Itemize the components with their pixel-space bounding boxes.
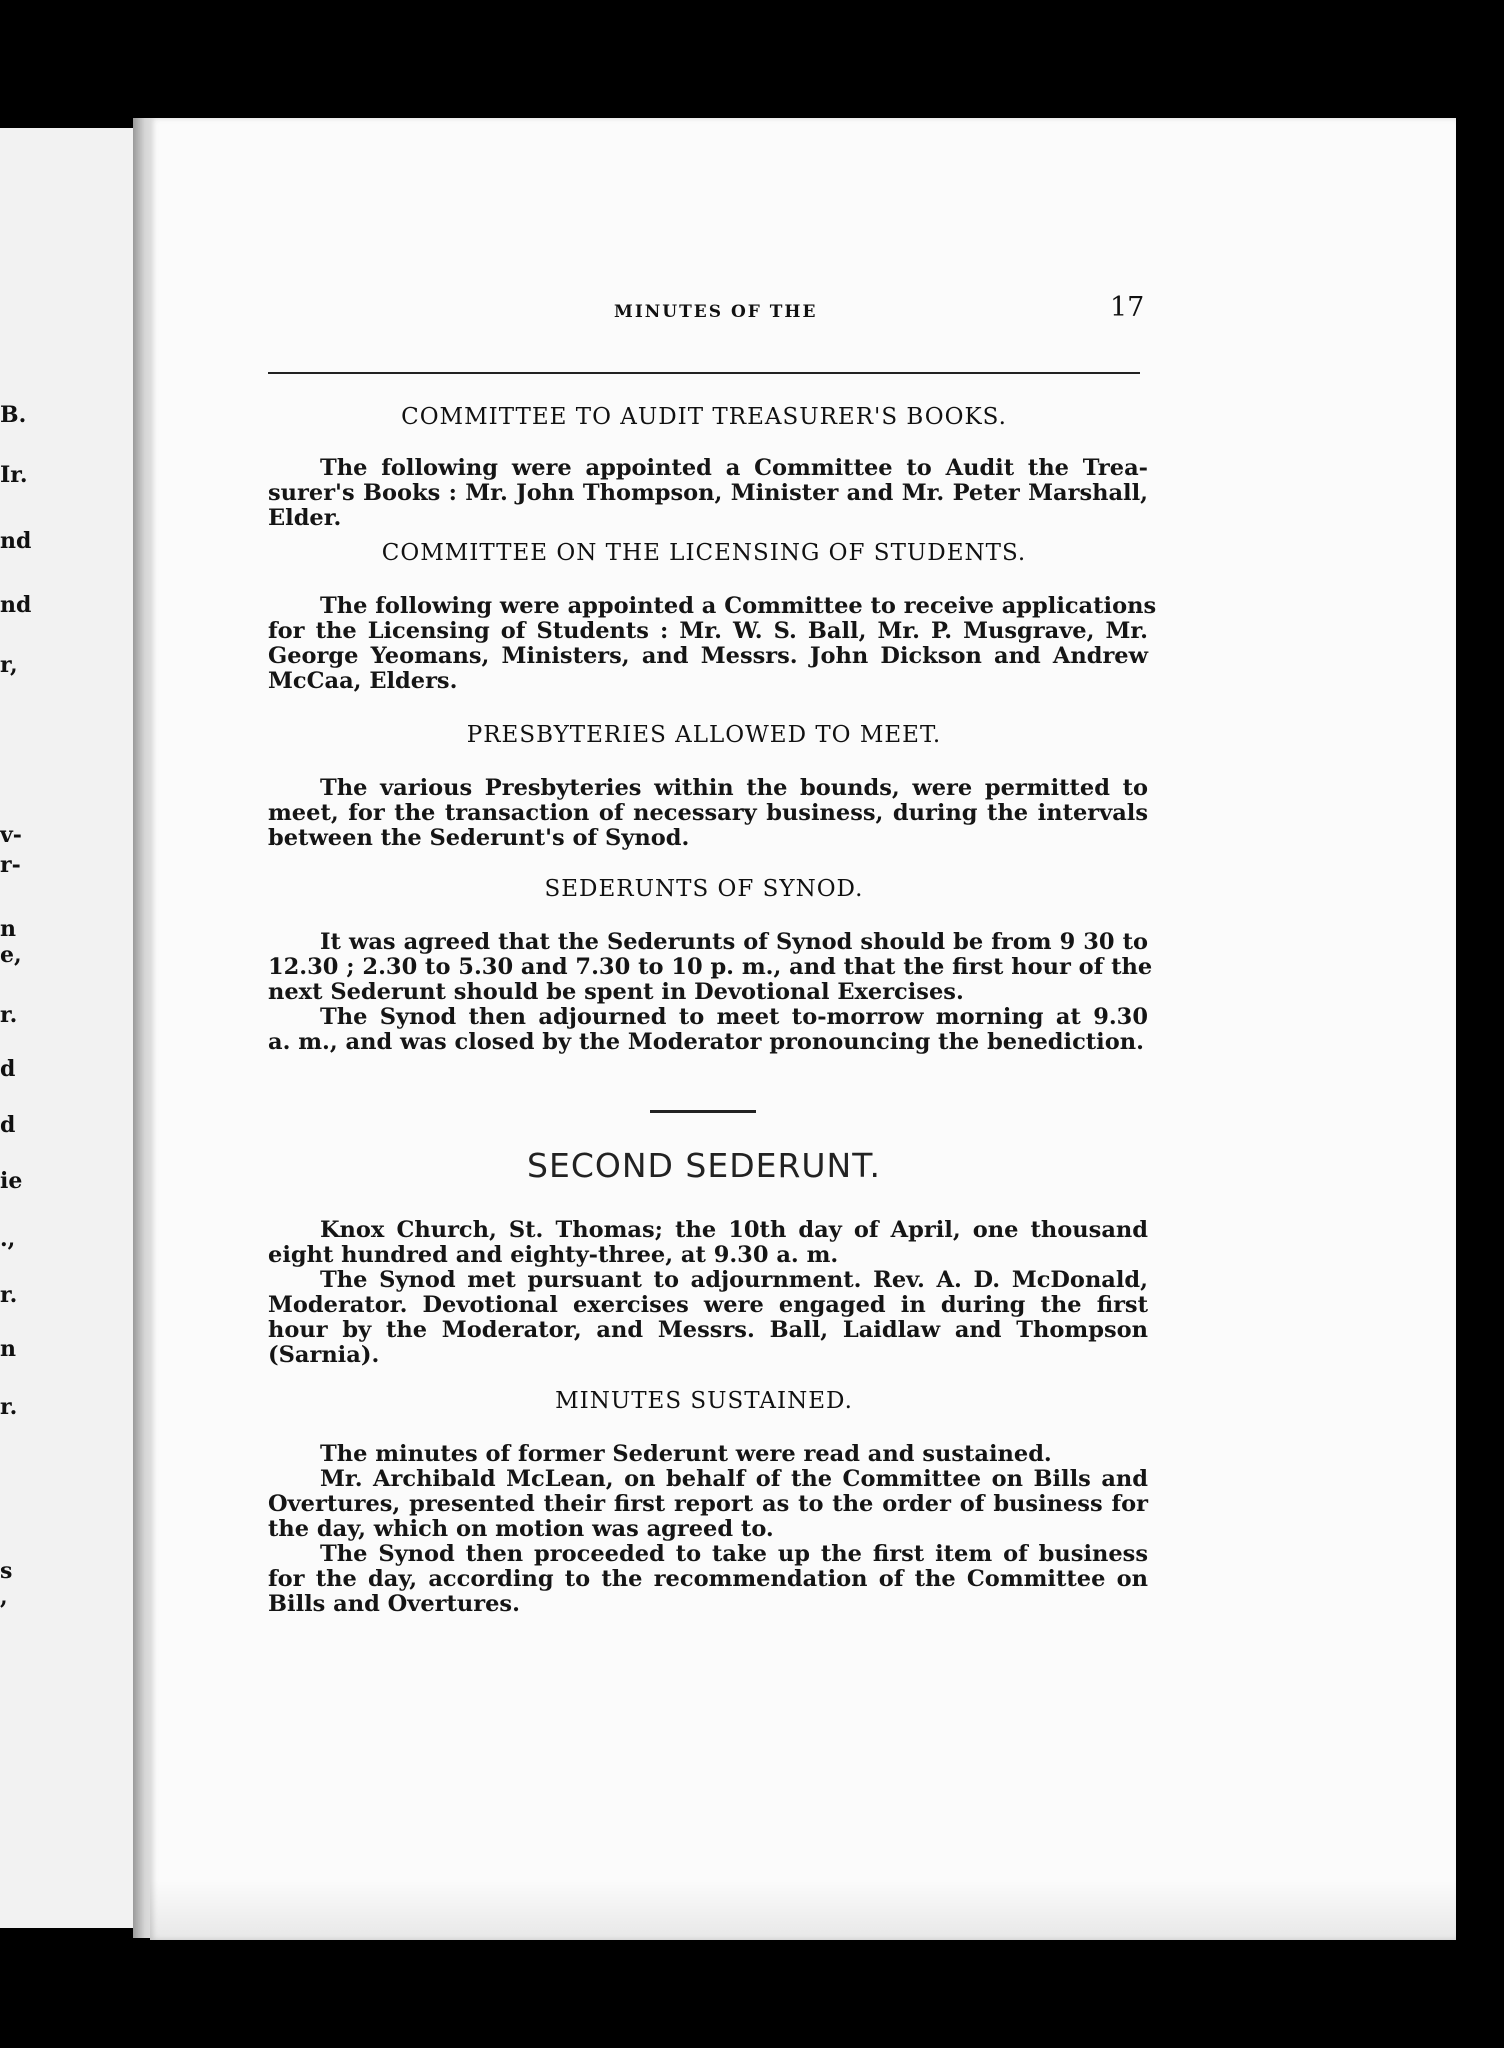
text-line: Moderator. Devotional exercises were engaged in during the first xyxy=(268,1292,1148,1318)
section-body-licensing xyxy=(268,593,1157,694)
edge-fragment: ie xyxy=(0,1168,23,1194)
edge-fragment: , xyxy=(0,1584,8,1610)
text-line: meet, for the transaction of necessary business, during the intervals xyxy=(268,800,1148,826)
text-line: Knox Church, St. Thomas; the 10th day of April, one thousand xyxy=(320,1217,1148,1243)
edge-fragment: n xyxy=(0,916,16,942)
text-line: McCaa, Elders. xyxy=(268,668,458,694)
section-heading-audit: COMMITTEE TO AUDIT TREASURER'S BOOKS. xyxy=(401,404,1007,430)
text-line: the day, which on motion was agreed to. xyxy=(268,1516,774,1542)
text-line: The Synod met pursuant to adjournment. Rev. A. D. McDonald, xyxy=(320,1267,1148,1293)
edge-fragment: d xyxy=(0,1112,16,1138)
text-line: The following were appointed a Committee to Audit the Trea- xyxy=(320,455,1148,481)
text-line: for the Licensing of Students : Mr. W. S. Ball, Mr. P. Musgrave, Mr. xyxy=(268,618,1148,644)
section-body-audit xyxy=(268,456,1148,531)
edge-fragment: r. xyxy=(0,1002,18,1028)
section-divider xyxy=(650,1110,756,1113)
edge-fragment: d xyxy=(0,1056,16,1082)
edge-fragment: n xyxy=(0,1336,16,1362)
section-heading-minutes-sustained: MINUTES SUSTAINED. xyxy=(555,1388,853,1414)
section-body-presbyteries xyxy=(268,776,1148,851)
text-line: The Synod then adjourned to meet to-morrow morning at 9.30 xyxy=(320,1004,1148,1030)
page-bottom-shadow xyxy=(150,1880,1456,1940)
section-heading-presbyteries: PRESBYTERIES ALLOWED TO MEET. xyxy=(466,722,942,748)
section-heading-licensing: COMMITTEE ON THE LICENSING OF STUDENTS. xyxy=(381,540,1027,566)
running-head: MINUTES OF THE xyxy=(614,302,818,322)
text-line: for the day, according to the recommendation of the Committee on xyxy=(268,1566,1148,1592)
left-page-edge xyxy=(0,128,140,1928)
text-line: It was agreed that the Sederunts of Synod should be from 9 30 to xyxy=(320,929,1148,955)
text-line: eight hundred and eighty-three, at 9.30 a. m. xyxy=(268,1242,839,1268)
text-line: a. m., and was closed by the Moderator pronouncing the benediction. xyxy=(268,1029,1144,1055)
edge-fragment: B. xyxy=(0,402,27,428)
text-line: (Sarnia). xyxy=(268,1342,380,1368)
edge-fragment: s xyxy=(0,1558,13,1584)
edge-fragment: e, xyxy=(0,942,22,968)
text-line: The various Presbyteries within the bounds, were permitted to xyxy=(320,775,1148,801)
second-sederunt-title: SECOND SEDERUNT. xyxy=(527,1146,881,1185)
edge-fragment: nd xyxy=(0,592,32,618)
page-number: 17 xyxy=(1110,292,1145,323)
edge-fragment: v- xyxy=(0,822,22,848)
text-line: surer's Books : Mr. John Thompson, Minister and Mr. Peter Marshall, xyxy=(268,480,1148,506)
text-line: hour by the Moderator, and Messrs. Ball, Laidlaw and Thompson xyxy=(268,1317,1148,1343)
text-line: between the Sederunt's of Synod. xyxy=(268,825,690,851)
edge-fragment: r. xyxy=(0,1394,18,1420)
text-line: next Sederunt should be spent in Devotional Exercises. xyxy=(268,979,964,1005)
section-body-sederunts xyxy=(268,929,1153,1055)
text-line: Elder. xyxy=(268,505,342,531)
edge-fragment: nd xyxy=(0,528,32,554)
edge-fragment: r, xyxy=(0,652,18,678)
text-line: The Synod then proceeded to take up the first item of business xyxy=(320,1541,1148,1567)
second-sederunt-opening xyxy=(268,1218,1148,1368)
text-line: Overtures, presented their first report as to the order of business for xyxy=(268,1491,1148,1517)
text-line: The following were appointed a Committee to receive applications xyxy=(320,593,1157,619)
edge-fragment: ., xyxy=(0,1226,16,1252)
header-rule xyxy=(268,372,1140,374)
edge-fragment: r. xyxy=(0,1282,18,1308)
section-heading-sederunts: SEDERUNTS OF SYNOD. xyxy=(544,876,864,902)
edge-fragment: r- xyxy=(0,852,21,878)
section-body-minutes-sustained xyxy=(268,1442,1148,1617)
text-line: 12.30 ; 2.30 to 5.30 and 7.30 to 10 p. m., and that the first hour of the xyxy=(268,954,1153,980)
text-line: The minutes of former Sederunt were read and sustained. xyxy=(320,1441,1052,1467)
text-line: Mr. Archibald McLean, on behalf of the Committee on Bills and xyxy=(320,1466,1148,1492)
edge-fragment: Ir. xyxy=(0,462,28,488)
text-line: Bills and Overtures. xyxy=(268,1591,520,1617)
text-line: George Yeomans, Ministers, and Messrs. John Dickson and Andrew xyxy=(268,643,1148,669)
